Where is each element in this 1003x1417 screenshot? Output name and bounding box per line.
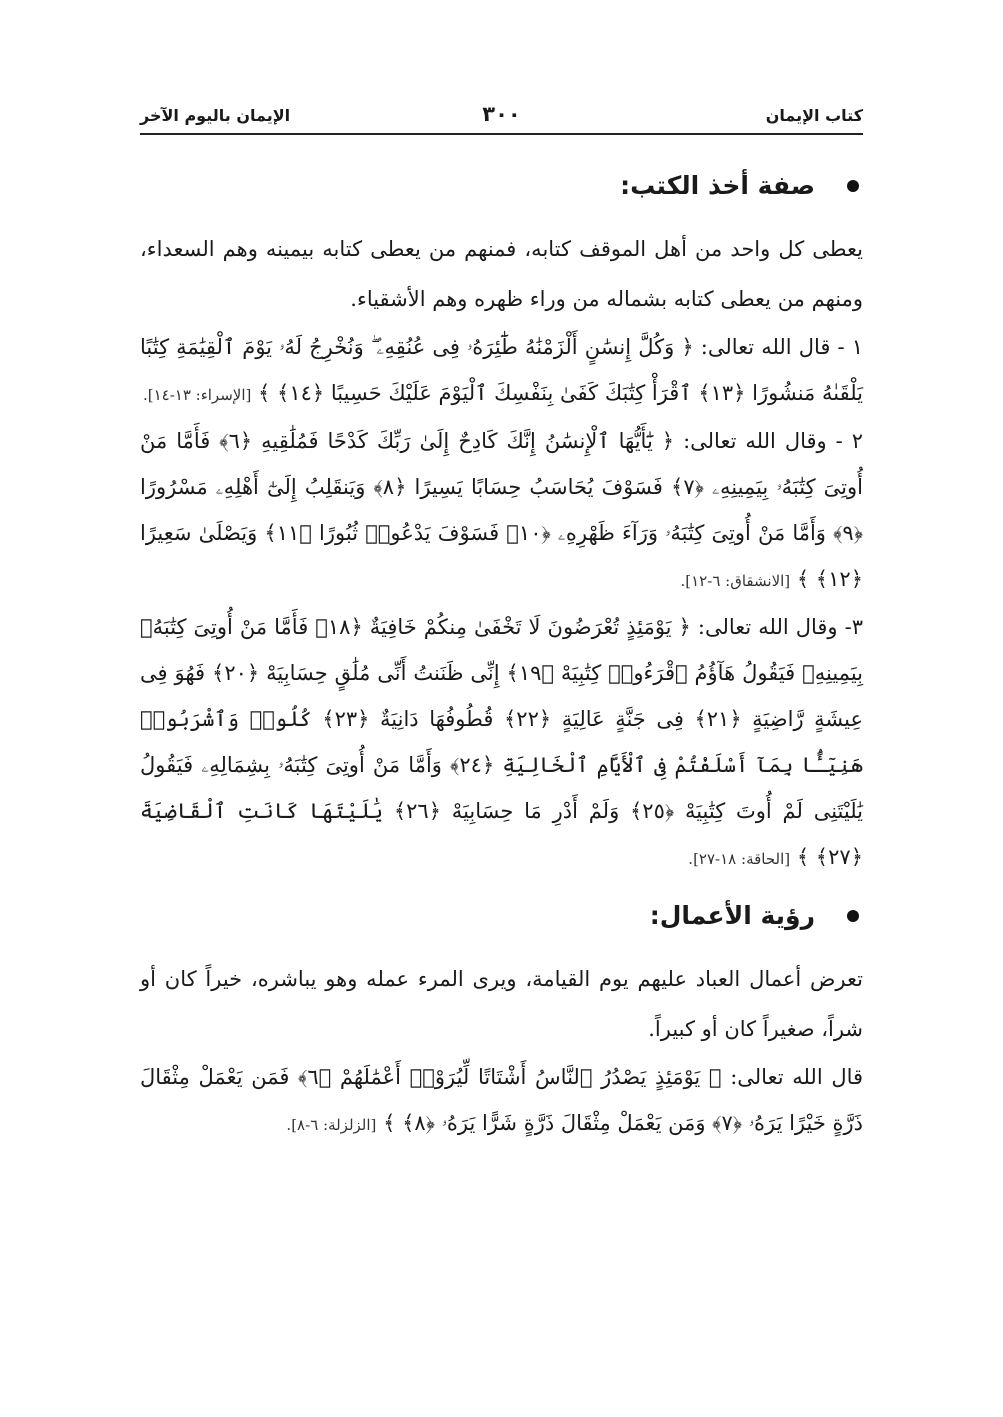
section-heading-text: صفة أخذ الكتب: [620, 171, 815, 200]
bullet-icon [847, 180, 859, 192]
verse-lead: قال الله تعالى: [730, 1065, 864, 1089]
verse-citation: [الزلزلة: ٦-٨]. [286, 1116, 377, 1134]
section-heading-deeds [140, 890, 863, 942]
verse-lead: وقال الله تعالى: [683, 429, 827, 453]
verse-lead: وقال الله تعالى: [697, 615, 838, 639]
verse-item-zalzala [140, 1054, 863, 1148]
section-heading-text: رؤية الأعمال: [649, 901, 815, 930]
section-heading-taking-books [140, 160, 863, 212]
header-divider [140, 133, 863, 135]
item-number: ٢ - [835, 429, 863, 453]
verse-citation: [الإسراء: ١٣-١٤]. [142, 386, 252, 404]
item-number: ٣- [844, 615, 863, 639]
page-body [140, 160, 863, 1148]
page-number: ٣٠٠ [482, 102, 521, 126]
verse-lead: قال الله تعالى: [700, 335, 831, 359]
section-intro-paragraph: تعرض أعمال العباد عليهم يوم القيامة، ويرى المرء عمله وهو يباشره، خيراً كان أو شراً، صغيراً كان أو كبيراً. [140, 967, 863, 1041]
verse-item-1 [140, 324, 863, 418]
chapter-title: الإيمان باليوم الآخر [140, 106, 291, 125]
bullet-icon [847, 910, 859, 922]
quran-verse: ﴿ يَوْمَئِذٍ يَصْدُرُ ٱلنَّاسُ أَشْتَاتًا لِّيُرَوْا۟ أَعْمَٰلَهُمْ ﴿٦﴾ فَمَن يَعْمَلْ مِثْقَالَ ذَرَّةٍ خَيْرًا يَرَهُۥ ﴿٧﴾ وَمَن يَعْمَلْ مِثْقَالَ ذَرَّةٍ شَرًّا يَرَهُۥ ﴿٨﴾ ﴾ [140, 1065, 863, 1135]
section-intro-paragraph: يعطى كل واحد من أهل الموقف كتابه، فمنهم من يعطى كتابه بيمينه وهم السعداء، ومنهم من يعطى كتابه بشماله من وراء ظهره وهم الأشقياء. [140, 237, 863, 311]
quran-verse: ﴿ يَٰٓأَيُّهَا ٱلْإِنسَٰنُ إِنَّكَ كَادِحٌ إِلَىٰ رَبِّكَ كَدْحًا فَمُلَٰقِيهِ ﴿٦﴾ فَأَمَّا مَنْ أُوتِىَ كِتَٰبَهُۥ بِيَمِينِهِۦ ﴿٧﴾ فَسَوْفَ يُحَاسَبُ حِسَابًا يَسِيرًا ﴿٨﴾ وَيَنقَلِبُ إِلَىٰٓ أَهْلِهِۦ مَسْرُورًا ﴿٩﴾ وَأَمَّا مَنْ أُوتِىَ كِتَٰبَهُۥ وَرَآءَ ظَهْرِهِۦ ﴿١٠﴾ فَسَوْفَ يَدْعُوا۟ ثُبُورًا ﴿١١﴾ وَيَصْلَىٰ سَعِيرًا ﴿١٢﴾ ﴾ [140, 429, 863, 591]
verse-item-2 [140, 418, 863, 604]
verse-citation: [الانشقاق: ٦-١٢]. [680, 572, 791, 590]
quran-verse: ﴿ يَوْمَئِذٍ تُعْرَضُونَ لَا تَخْفَىٰ مِنكُمْ خَافِيَةٌ ﴿١٨﴾ فَأَمَّا مَنْ أُوتِىَ كِتَٰبَهُۥ بِيَمِينِهِۦ فَيَقُولُ هَآؤُمُ ٱقْرَءُوا۟ كِتَٰبِيَهْ ﴿١٩﴾ إِنِّى ظَنَنتُ أَنِّى مُلَٰقٍ حِسَابِيَهْ ﴿٢٠﴾ فَهُوَ فِى عِيشَةٍ رَّاضِيَةٍ ﴿٢١﴾ فِى جَنَّةٍ عَالِيَةٍ ﴿٢٢﴾ قُطُوفُهَا دَانِيَةٌ ﴿٢٣﴾ كُلُوا۟ وَٱشْرَبُوا۟ هَنِيٓـًٔۢا بِمَآ أَسْلَفْتُمْ فِى ٱلْأَيَّامِ ٱلْخَالِيَةِ ﴿٢٤﴾ وَأَمَّا مَنْ أُوتِىَ كِتَٰبَهُۥ بِشِمَالِهِۦ فَيَقُولُ يَٰلَيْتَنِى لَمْ أُوتَ كِتَٰبِيَهْ ﴿٢٥﴾ وَلَمْ أَدْرِ مَا حِسَابِيَهْ ﴿٢٦﴾ يَٰلَيْتَهَا كَانَتِ ٱلْقَاضِيَةَ ﴿٢٧﴾ ﴾ [140, 615, 864, 869]
verse-item-3 [140, 604, 863, 882]
verse-citation: [الحاقة: ١٨-٢٧]. [688, 850, 791, 868]
item-number: ١ - [837, 335, 863, 359]
book-title: كتاب الإيمان [765, 106, 863, 125]
running-header [140, 100, 863, 130]
quran-verse: ﴿ وَكُلَّ إِنسَٰنٍ أَلْزَمْنَٰهُ طَٰٓئِرَهُۥ فِى عُنُقِهِۦ ۖ وَنُخْرِجُ لَهُۥ يَوْمَ ٱلْقِيَٰمَةِ كِتَٰبًا يَلْقَىٰهُ مَنشُورًا ﴿١٣﴾ ٱقْرَأْ كِتَٰبَكَ كَفَىٰ بِنَفْسِكَ ٱلْيَوْمَ عَلَيْكَ حَسِيبًا ﴿١٤﴾ ﴾ [140, 335, 863, 405]
